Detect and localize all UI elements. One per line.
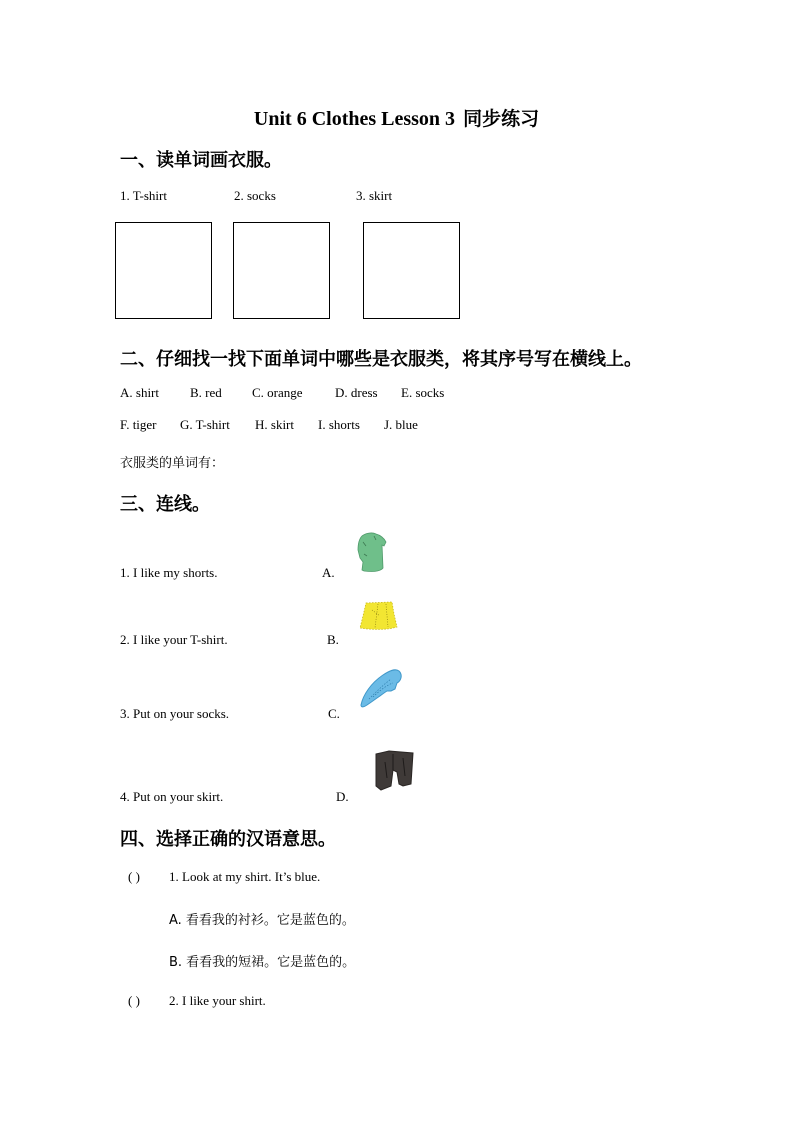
word-option-f: F. tiger <box>120 417 157 432</box>
word-option-a: A. shirt <box>120 385 159 400</box>
dark-shorts-icon <box>373 748 415 792</box>
question-1-text: 1. Look at my shirt. It’s blue. <box>169 869 321 884</box>
match-sentence-2: 2. I like your T-shirt. <box>120 632 228 647</box>
match-option-b-label: B. <box>327 632 339 647</box>
match-option-c-label: C. <box>328 706 340 721</box>
word-option-b: B. red <box>190 385 222 400</box>
section4-heading: 四、选择正确的汉语意思。 <box>120 829 336 850</box>
word-socks: 2. socks <box>234 188 276 203</box>
word-option-g: G. T-shirt <box>180 417 230 432</box>
section1-heading: 一、读单词画衣服。 <box>120 150 282 171</box>
match-option-d-label: D. <box>336 789 349 804</box>
word-skirt: 3. skirt <box>356 188 393 203</box>
answer-bracket-1[interactable]: ( ) <box>128 869 140 884</box>
word-option-j: J. blue <box>384 417 418 432</box>
match-sentence-4: 4. Put on your skirt. <box>120 789 224 804</box>
match-sentence-3: 3. Put on your socks. <box>120 706 230 721</box>
word-option-c: C. orange <box>252 385 303 400</box>
question-1-option-a: A. 看看我的衬衫。它是蓝色的。 <box>169 913 355 928</box>
title-english: Unit 6 Clothes Lesson 3 <box>253 108 456 130</box>
match-sentence-1: 1. I like my shorts. <box>120 565 218 580</box>
page-title <box>0 104 793 131</box>
drawing-box-1[interactable] <box>115 222 212 319</box>
word-option-i: I. shorts <box>318 417 360 432</box>
match-option-a-label: A. <box>322 565 335 580</box>
drawing-box-3[interactable] <box>363 222 460 319</box>
title-chinese: 同步练习 <box>463 108 540 130</box>
question-2-text: 2. I like your shirt. <box>169 993 266 1008</box>
section3-heading: 三、连线。 <box>120 494 210 515</box>
yellow-skirt-icon <box>358 600 398 632</box>
word-option-h: H. skirt <box>255 417 294 432</box>
question-1-option-b: B. 看看我的短裙。它是蓝色的。 <box>169 955 356 970</box>
word-tshirt: 1. T-shirt <box>120 188 167 203</box>
drawing-box-2[interactable] <box>233 222 330 319</box>
answer-bracket-2[interactable]: ( ) <box>128 993 140 1008</box>
blue-sock-icon <box>357 667 405 711</box>
answer-label: 衣服类的单词有： <box>120 456 225 471</box>
section2-heading: 二、仔细找一找下面单词中哪些是衣服类，将其序号写在横线上。 <box>120 349 642 370</box>
word-option-e: E. socks <box>401 385 445 400</box>
word-option-d: D. dress <box>335 385 378 400</box>
green-shirt-icon <box>354 532 390 576</box>
